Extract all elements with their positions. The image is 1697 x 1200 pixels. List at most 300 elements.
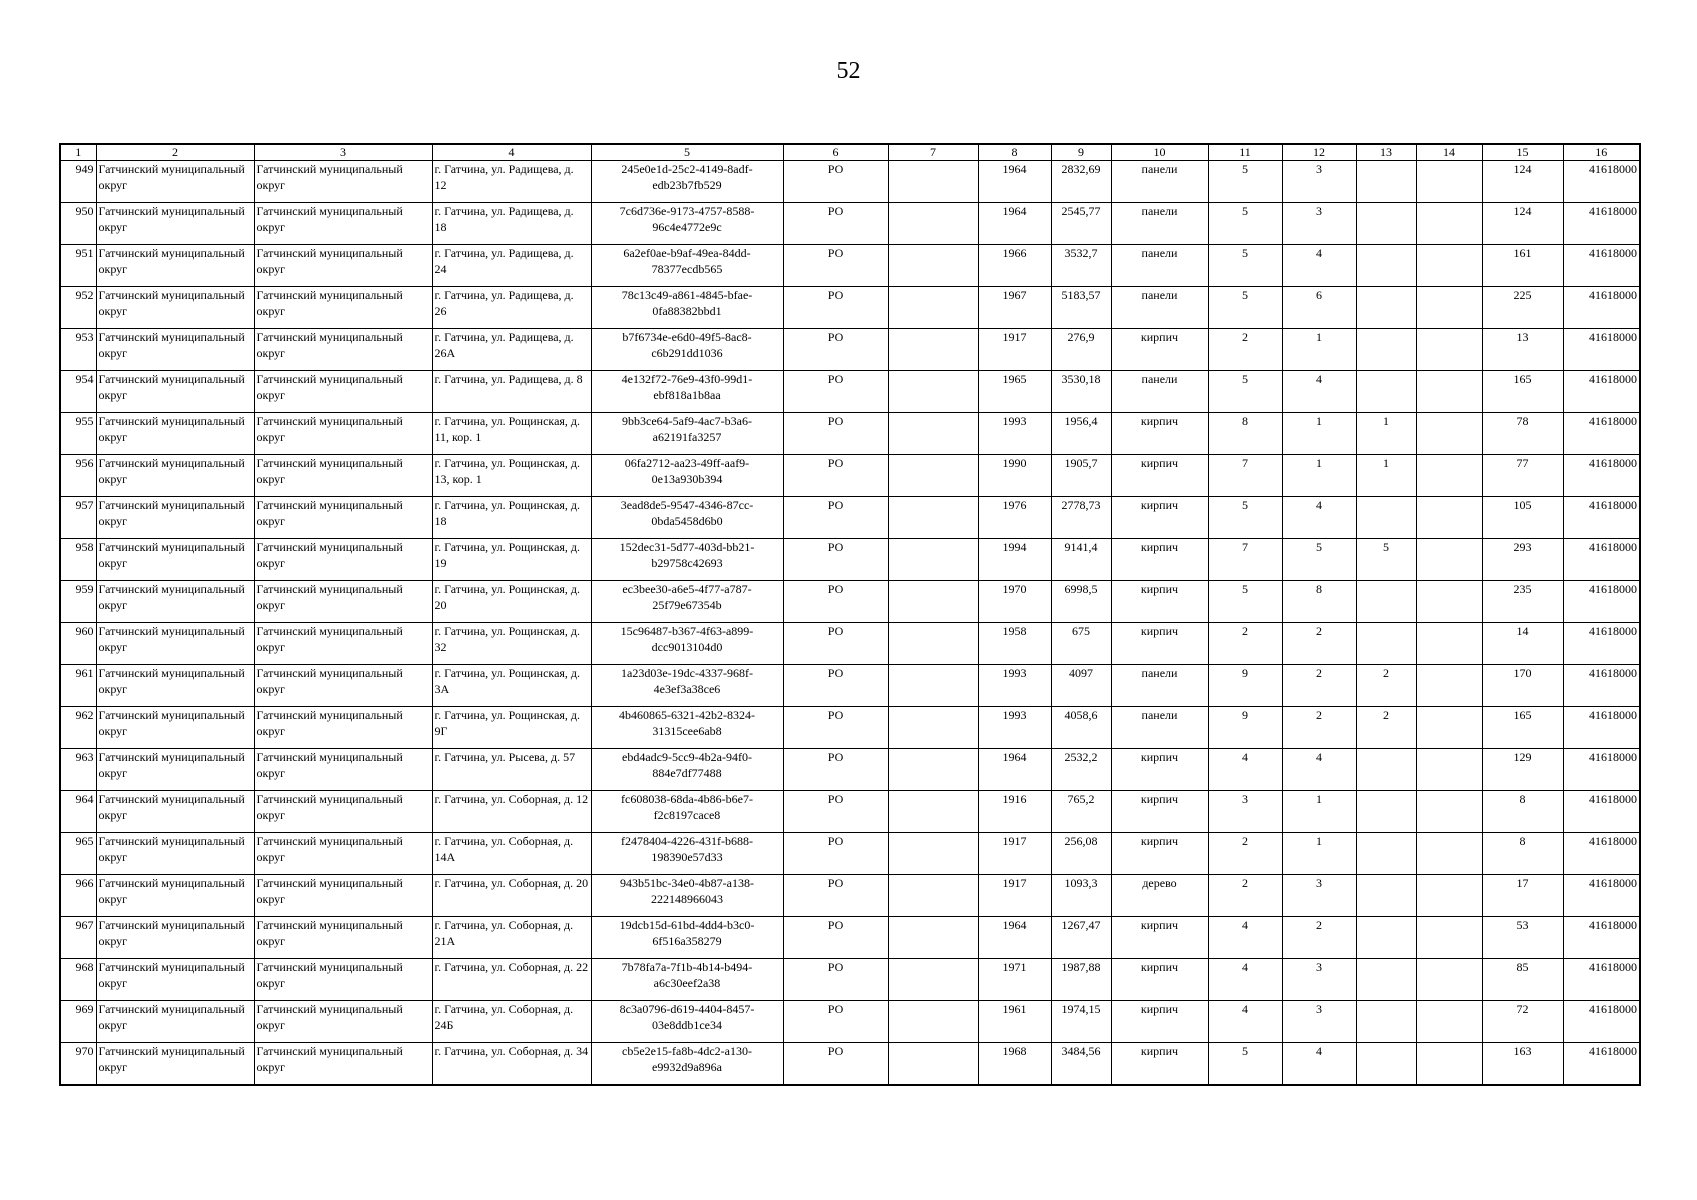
- oktmo-cell: 41618000: [1563, 791, 1640, 833]
- fund-method-cell: РО: [783, 833, 888, 875]
- oktmo-cell: 41618000: [1563, 875, 1640, 917]
- elevators-cell: 2: [1356, 665, 1416, 707]
- entrances-cell: 3: [1282, 161, 1356, 203]
- column-14-cell: [1416, 623, 1482, 665]
- entrances-cell: 4: [1282, 497, 1356, 539]
- address-cell: г. Гатчина, ул. Радищева, д. 26А: [432, 329, 591, 371]
- area-cell: 675: [1051, 623, 1111, 665]
- row-number-cell: 950: [60, 203, 96, 245]
- column-14-cell: [1416, 875, 1482, 917]
- elevators-cell: [1356, 287, 1416, 329]
- address-cell: г. Гатчина, ул. Рощинская, д. 18: [432, 497, 591, 539]
- table-row: [60, 1043, 1640, 1085]
- build-year-cell: 1958: [978, 623, 1051, 665]
- column-14-cell: [1416, 245, 1482, 287]
- area-cell: 1267,47: [1051, 917, 1111, 959]
- fias-guid-cell: fc608038-68da-4b86-b6e7-f2c8197cace8: [591, 791, 783, 833]
- elevators-cell: [1356, 1043, 1416, 1085]
- area-cell: 256,08: [1051, 833, 1111, 875]
- fias-guid-cell: 9bb3ce64-5af9-4ac7-b3a6-a62191fa3257: [591, 413, 783, 455]
- column-7-cell: [888, 497, 978, 539]
- table-row: [60, 371, 1640, 413]
- row-number-cell: 951: [60, 245, 96, 287]
- oktmo-cell: 41618000: [1563, 749, 1640, 791]
- column-14-cell: [1416, 959, 1482, 1001]
- area-cell: 2532,2: [1051, 749, 1111, 791]
- column-header: 3: [254, 144, 432, 161]
- settlement-cell: Гатчинский муниципальный округ: [254, 707, 432, 749]
- oktmo-cell: 41618000: [1563, 917, 1640, 959]
- floors-cell: 2: [1208, 875, 1282, 917]
- column-7-cell: [888, 245, 978, 287]
- fund-method-cell: РО: [783, 203, 888, 245]
- page-number: 52: [836, 58, 861, 84]
- build-year-cell: 1964: [978, 161, 1051, 203]
- build-year-cell: 1976: [978, 497, 1051, 539]
- column-header: 9: [1051, 144, 1111, 161]
- address-cell: г. Гатчина, ул. Рощинская, д. 3А: [432, 665, 591, 707]
- oktmo-cell: 41618000: [1563, 203, 1640, 245]
- fund-method-cell: РО: [783, 665, 888, 707]
- entrances-cell: 4: [1282, 245, 1356, 287]
- column-14-cell: [1416, 833, 1482, 875]
- elevators-cell: [1356, 329, 1416, 371]
- settlement-cell: Гатчинский муниципальный округ: [254, 917, 432, 959]
- address-cell: г. Гатчина, ул. Радищева, д. 24: [432, 245, 591, 287]
- table-row: [60, 791, 1640, 833]
- build-year-cell: 1990: [978, 455, 1051, 497]
- fias-guid-cell: 3ead8de5-9547-4346-87cc-0bda5458d6b0: [591, 497, 783, 539]
- settlement-cell: Гатчинский муниципальный округ: [254, 1001, 432, 1043]
- column-7-cell: [888, 875, 978, 917]
- fund-method-cell: РО: [783, 1043, 888, 1085]
- column-7-cell: [888, 455, 978, 497]
- column-14-cell: [1416, 329, 1482, 371]
- apartments-cell: 78: [1482, 413, 1563, 455]
- oktmo-cell: 41618000: [1563, 581, 1640, 623]
- floors-cell: 4: [1208, 959, 1282, 1001]
- apartments-cell: 161: [1482, 245, 1563, 287]
- fias-guid-cell: ebd4adc9-5cc9-4b2a-94f0-884e7df77488: [591, 749, 783, 791]
- row-number-cell: 952: [60, 287, 96, 329]
- table-row: [60, 287, 1640, 329]
- municipality-cell: Гатчинский муниципальный округ: [96, 707, 254, 749]
- column-7-cell: [888, 749, 978, 791]
- municipality-cell: Гатчинский муниципальный округ: [96, 455, 254, 497]
- column-header: 1: [60, 144, 96, 161]
- settlement-cell: Гатчинский муниципальный округ: [254, 875, 432, 917]
- row-number-cell: 961: [60, 665, 96, 707]
- fias-guid-cell: 8c3a0796-d619-4404-8457-03e8ddb1ce34: [591, 1001, 783, 1043]
- column-7-cell: [888, 161, 978, 203]
- floors-cell: 3: [1208, 791, 1282, 833]
- oktmo-cell: 41618000: [1563, 623, 1640, 665]
- fund-method-cell: РО: [783, 749, 888, 791]
- table-body: [60, 161, 1640, 1085]
- floors-cell: 2: [1208, 623, 1282, 665]
- settlement-cell: Гатчинский муниципальный округ: [254, 749, 432, 791]
- fund-method-cell: РО: [783, 245, 888, 287]
- fund-method-cell: РО: [783, 497, 888, 539]
- apartments-cell: 14: [1482, 623, 1563, 665]
- row-number-cell: 964: [60, 791, 96, 833]
- fias-guid-cell: 4b460865-6321-42b2-8324-31315cee6ab8: [591, 707, 783, 749]
- elevators-cell: 1: [1356, 455, 1416, 497]
- wall-material-cell: кирпич: [1111, 413, 1208, 455]
- wall-material-cell: кирпич: [1111, 791, 1208, 833]
- elevators-cell: [1356, 623, 1416, 665]
- apartments-cell: 8: [1482, 833, 1563, 875]
- floors-cell: 4: [1208, 917, 1282, 959]
- oktmo-cell: 41618000: [1563, 329, 1640, 371]
- apartments-cell: 293: [1482, 539, 1563, 581]
- entrances-cell: 3: [1282, 959, 1356, 1001]
- entrances-cell: 3: [1282, 875, 1356, 917]
- table-row: [60, 917, 1640, 959]
- settlement-cell: Гатчинский муниципальный округ: [254, 245, 432, 287]
- fund-method-cell: РО: [783, 875, 888, 917]
- apartments-cell: 163: [1482, 1043, 1563, 1085]
- oktmo-cell: 41618000: [1563, 665, 1640, 707]
- table-row: [60, 455, 1640, 497]
- build-year-cell: 1994: [978, 539, 1051, 581]
- elevators-cell: [1356, 833, 1416, 875]
- build-year-cell: 1971: [978, 959, 1051, 1001]
- fias-guid-cell: 6a2ef0ae-b9af-49ea-84dd-78377ecdb565: [591, 245, 783, 287]
- municipality-cell: Гатчинский муниципальный округ: [96, 917, 254, 959]
- municipality-cell: Гатчинский муниципальный округ: [96, 1043, 254, 1085]
- oktmo-cell: 41618000: [1563, 1043, 1640, 1085]
- fias-guid-cell: cb5e2e15-fa8b-4dc2-a130-e9932d9a896a: [591, 1043, 783, 1085]
- address-cell: г. Гатчина, ул. Радищева, д. 18: [432, 203, 591, 245]
- oktmo-cell: 41618000: [1563, 287, 1640, 329]
- oktmo-cell: 41618000: [1563, 539, 1640, 581]
- wall-material-cell: панели: [1111, 245, 1208, 287]
- fias-guid-cell: 943b51bc-34e0-4b87-a138-222148966043: [591, 875, 783, 917]
- address-cell: г. Гатчина, ул. Соборная, д. 20: [432, 875, 591, 917]
- settlement-cell: Гатчинский муниципальный округ: [254, 623, 432, 665]
- fias-guid-cell: 7c6d736e-9173-4757-8588-96c4e4772e9c: [591, 203, 783, 245]
- row-number-cell: 955: [60, 413, 96, 455]
- column-header: 11: [1208, 144, 1282, 161]
- fund-method-cell: РО: [783, 959, 888, 1001]
- row-number-cell: 954: [60, 371, 96, 413]
- address-cell: г. Гатчина, ул. Рощинская, д. 9Г: [432, 707, 591, 749]
- entrances-cell: 1: [1282, 413, 1356, 455]
- apartments-cell: 72: [1482, 1001, 1563, 1043]
- build-year-cell: 1916: [978, 791, 1051, 833]
- build-year-cell: 1993: [978, 707, 1051, 749]
- apartments-cell: 129: [1482, 749, 1563, 791]
- apartments-cell: 8: [1482, 791, 1563, 833]
- wall-material-cell: кирпич: [1111, 1043, 1208, 1085]
- column-header: 8: [978, 144, 1051, 161]
- area-cell: 1905,7: [1051, 455, 1111, 497]
- oktmo-cell: 41618000: [1563, 833, 1640, 875]
- fias-guid-cell: 245e0e1d-25c2-4149-8adf-edb23b7fb529: [591, 161, 783, 203]
- municipality-cell: Гатчинский муниципальный округ: [96, 413, 254, 455]
- address-cell: г. Гатчина, ул. Рысева, д. 57: [432, 749, 591, 791]
- municipality-cell: Гатчинский муниципальный округ: [96, 665, 254, 707]
- elevators-cell: [1356, 875, 1416, 917]
- build-year-cell: 1964: [978, 749, 1051, 791]
- settlement-cell: Гатчинский муниципальный округ: [254, 1043, 432, 1085]
- fund-method-cell: РО: [783, 287, 888, 329]
- apartments-cell: 124: [1482, 203, 1563, 245]
- area-cell: 4097: [1051, 665, 1111, 707]
- column-14-cell: [1416, 791, 1482, 833]
- column-14-cell: [1416, 161, 1482, 203]
- table-row: [60, 497, 1640, 539]
- fias-guid-cell: ec3bee30-a6e5-4f77-a787-25f79e67354b: [591, 581, 783, 623]
- elevators-cell: 2: [1356, 707, 1416, 749]
- fund-method-cell: РО: [783, 539, 888, 581]
- fund-method-cell: РО: [783, 329, 888, 371]
- column-7-cell: [888, 959, 978, 1001]
- oktmo-cell: 41618000: [1563, 413, 1640, 455]
- fias-guid-cell: 7b78fa7a-7f1b-4b14-b494-a6c30eef2a38: [591, 959, 783, 1001]
- address-cell: г. Гатчина, ул. Рощинская, д. 13, кор. 1: [432, 455, 591, 497]
- area-cell: 1987,88: [1051, 959, 1111, 1001]
- municipality-cell: Гатчинский муниципальный округ: [96, 203, 254, 245]
- fund-method-cell: РО: [783, 1001, 888, 1043]
- row-number-cell: 968: [60, 959, 96, 1001]
- column-header: 16: [1563, 144, 1640, 161]
- wall-material-cell: кирпич: [1111, 497, 1208, 539]
- elevators-cell: [1356, 749, 1416, 791]
- settlement-cell: Гатчинский муниципальный округ: [254, 413, 432, 455]
- wall-material-cell: панели: [1111, 371, 1208, 413]
- elevators-cell: [1356, 245, 1416, 287]
- column-14-cell: [1416, 287, 1482, 329]
- housing-registry-table: [59, 143, 1641, 1086]
- municipality-cell: Гатчинский муниципальный округ: [96, 623, 254, 665]
- area-cell: 1956,4: [1051, 413, 1111, 455]
- area-cell: 1974,15: [1051, 1001, 1111, 1043]
- column-header: 12: [1282, 144, 1356, 161]
- column-7-cell: [888, 623, 978, 665]
- column-header: 5: [591, 144, 783, 161]
- fias-guid-cell: b7f6734e-e6d0-49f5-8ac8-c6b291dd1036: [591, 329, 783, 371]
- apartments-cell: 85: [1482, 959, 1563, 1001]
- oktmo-cell: 41618000: [1563, 455, 1640, 497]
- settlement-cell: Гатчинский муниципальный округ: [254, 287, 432, 329]
- apartments-cell: 53: [1482, 917, 1563, 959]
- address-cell: г. Гатчина, ул. Рощинская, д. 20: [432, 581, 591, 623]
- column-7-cell: [888, 287, 978, 329]
- address-cell: г. Гатчина, ул. Соборная, д. 21А: [432, 917, 591, 959]
- column-header: 15: [1482, 144, 1563, 161]
- apartments-cell: 165: [1482, 707, 1563, 749]
- elevators-cell: [1356, 791, 1416, 833]
- municipality-cell: Гатчинский муниципальный округ: [96, 833, 254, 875]
- entrances-cell: 2: [1282, 707, 1356, 749]
- fund-method-cell: РО: [783, 455, 888, 497]
- apartments-cell: 225: [1482, 287, 1563, 329]
- fund-method-cell: РО: [783, 791, 888, 833]
- municipality-cell: Гатчинский муниципальный округ: [96, 245, 254, 287]
- entrances-cell: 2: [1282, 623, 1356, 665]
- fund-method-cell: РО: [783, 371, 888, 413]
- area-cell: 276,9: [1051, 329, 1111, 371]
- wall-material-cell: кирпич: [1111, 917, 1208, 959]
- address-cell: г. Гатчина, ул. Соборная, д. 34: [432, 1043, 591, 1085]
- settlement-cell: Гатчинский муниципальный округ: [254, 371, 432, 413]
- floors-cell: 9: [1208, 707, 1282, 749]
- elevators-cell: [1356, 917, 1416, 959]
- row-number-cell: 970: [60, 1043, 96, 1085]
- fias-guid-cell: 19dcb15d-61bd-4dd4-b3c0-6f516a358279: [591, 917, 783, 959]
- oktmo-cell: 41618000: [1563, 959, 1640, 1001]
- row-number-cell: 969: [60, 1001, 96, 1043]
- settlement-cell: Гатчинский муниципальный округ: [254, 539, 432, 581]
- apartments-cell: 17: [1482, 875, 1563, 917]
- oktmo-cell: 41618000: [1563, 1001, 1640, 1043]
- municipality-cell: Гатчинский муниципальный округ: [96, 749, 254, 791]
- build-year-cell: 1993: [978, 665, 1051, 707]
- settlement-cell: Гатчинский муниципальный округ: [254, 833, 432, 875]
- fias-guid-cell: 1a23d03e-19dc-4337-968f-4e3ef3a38ce6: [591, 665, 783, 707]
- address-cell: г. Гатчина, ул. Рощинская, д. 19: [432, 539, 591, 581]
- area-cell: 6998,5: [1051, 581, 1111, 623]
- entrances-cell: 3: [1282, 203, 1356, 245]
- area-cell: 2778,73: [1051, 497, 1111, 539]
- column-7-cell: [888, 665, 978, 707]
- address-cell: г. Гатчина, ул. Радищева, д. 12: [432, 161, 591, 203]
- column-header: 2: [96, 144, 254, 161]
- elevators-cell: [1356, 161, 1416, 203]
- table-row: [60, 203, 1640, 245]
- column-14-cell: [1416, 707, 1482, 749]
- wall-material-cell: дерево: [1111, 875, 1208, 917]
- build-year-cell: 1961: [978, 1001, 1051, 1043]
- row-number-cell: 949: [60, 161, 96, 203]
- table-header: [60, 144, 1640, 161]
- column-number-row: [60, 144, 1640, 161]
- settlement-cell: Гатчинский муниципальный округ: [254, 791, 432, 833]
- fias-guid-cell: 78c13c49-a861-4845-bfae-0fa88382bbd1: [591, 287, 783, 329]
- build-year-cell: 1965: [978, 371, 1051, 413]
- table-row: [60, 539, 1640, 581]
- build-year-cell: 1970: [978, 581, 1051, 623]
- column-14-cell: [1416, 371, 1482, 413]
- table-row: [60, 623, 1640, 665]
- row-number-cell: 956: [60, 455, 96, 497]
- column-7-cell: [888, 539, 978, 581]
- fias-guid-cell: 06fa2712-aa23-49ff-aaf9-0e13a930b394: [591, 455, 783, 497]
- fund-method-cell: РО: [783, 581, 888, 623]
- settlement-cell: Гатчинский муниципальный округ: [254, 959, 432, 1001]
- apartments-cell: 235: [1482, 581, 1563, 623]
- fund-method-cell: РО: [783, 623, 888, 665]
- floors-cell: 5: [1208, 581, 1282, 623]
- row-number-cell: 960: [60, 623, 96, 665]
- entrances-cell: 1: [1282, 455, 1356, 497]
- area-cell: 3530,18: [1051, 371, 1111, 413]
- build-year-cell: 1966: [978, 245, 1051, 287]
- fund-method-cell: РО: [783, 161, 888, 203]
- column-7-cell: [888, 1001, 978, 1043]
- column-7-cell: [888, 833, 978, 875]
- wall-material-cell: кирпич: [1111, 455, 1208, 497]
- column-7-cell: [888, 791, 978, 833]
- build-year-cell: 1968: [978, 1043, 1051, 1085]
- settlement-cell: Гатчинский муниципальный округ: [254, 581, 432, 623]
- entrances-cell: 8: [1282, 581, 1356, 623]
- table-row: [60, 581, 1640, 623]
- municipality-cell: Гатчинский муниципальный округ: [96, 791, 254, 833]
- municipality-cell: Гатчинский муниципальный округ: [96, 539, 254, 581]
- area-cell: 2832,69: [1051, 161, 1111, 203]
- wall-material-cell: панели: [1111, 203, 1208, 245]
- entrances-cell: 4: [1282, 371, 1356, 413]
- address-cell: г. Гатчина, ул. Соборная, д. 22: [432, 959, 591, 1001]
- floors-cell: 4: [1208, 749, 1282, 791]
- column-14-cell: [1416, 497, 1482, 539]
- wall-material-cell: кирпич: [1111, 1001, 1208, 1043]
- row-number-cell: 966: [60, 875, 96, 917]
- table-row: [60, 161, 1640, 203]
- table-row: [60, 245, 1640, 287]
- column-7-cell: [888, 371, 978, 413]
- floors-cell: 9: [1208, 665, 1282, 707]
- column-header: 6: [783, 144, 888, 161]
- municipality-cell: Гатчинский муниципальный округ: [96, 497, 254, 539]
- wall-material-cell: панели: [1111, 161, 1208, 203]
- entrances-cell: 5: [1282, 539, 1356, 581]
- settlement-cell: Гатчинский муниципальный округ: [254, 329, 432, 371]
- build-year-cell: 1967: [978, 287, 1051, 329]
- column-header: 4: [432, 144, 591, 161]
- wall-material-cell: кирпич: [1111, 329, 1208, 371]
- column-14-cell: [1416, 917, 1482, 959]
- build-year-cell: 1964: [978, 203, 1051, 245]
- fias-guid-cell: f2478404-4226-431f-b688-198390e57d33: [591, 833, 783, 875]
- municipality-cell: Гатчинский муниципальный округ: [96, 581, 254, 623]
- settlement-cell: Гатчинский муниципальный округ: [254, 497, 432, 539]
- area-cell: 1093,3: [1051, 875, 1111, 917]
- table-row: [60, 749, 1640, 791]
- apartments-cell: 124: [1482, 161, 1563, 203]
- settlement-cell: Гатчинский муниципальный округ: [254, 203, 432, 245]
- elevators-cell: 1: [1356, 413, 1416, 455]
- address-cell: г. Гатчина, ул. Радищева, д. 8: [432, 371, 591, 413]
- area-cell: 5183,57: [1051, 287, 1111, 329]
- table-row: [60, 413, 1640, 455]
- table-row: [60, 329, 1640, 371]
- column-7-cell: [888, 917, 978, 959]
- oktmo-cell: 41618000: [1563, 161, 1640, 203]
- table-row: [60, 665, 1640, 707]
- table-row: [60, 959, 1640, 1001]
- floors-cell: 2: [1208, 329, 1282, 371]
- row-number-cell: 958: [60, 539, 96, 581]
- municipality-cell: Гатчинский муниципальный округ: [96, 875, 254, 917]
- oktmo-cell: 41618000: [1563, 497, 1640, 539]
- apartments-cell: 105: [1482, 497, 1563, 539]
- fias-guid-cell: 4e132f72-76e9-43f0-99d1-ebf818a1b8aa: [591, 371, 783, 413]
- municipality-cell: Гатчинский муниципальный округ: [96, 287, 254, 329]
- entrances-cell: 3: [1282, 1001, 1356, 1043]
- build-year-cell: 1964: [978, 917, 1051, 959]
- apartments-cell: 13: [1482, 329, 1563, 371]
- apartments-cell: 165: [1482, 371, 1563, 413]
- build-year-cell: 1917: [978, 875, 1051, 917]
- area-cell: 2545,77: [1051, 203, 1111, 245]
- elevators-cell: [1356, 203, 1416, 245]
- wall-material-cell: панели: [1111, 665, 1208, 707]
- row-number-cell: 962: [60, 707, 96, 749]
